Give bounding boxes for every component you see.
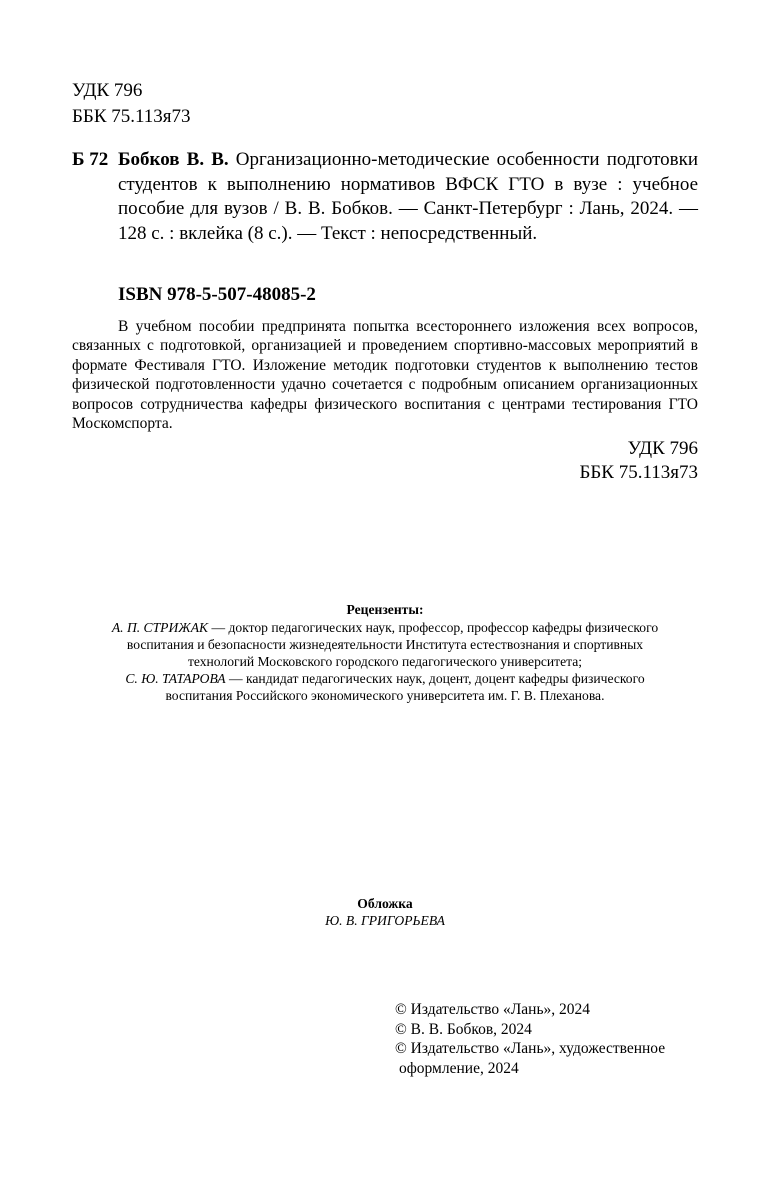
copyright-block [395, 1000, 665, 1079]
reviewer-name: А. П. СТРИЖАК [111, 620, 209, 635]
reviewer-credentials: — кандидат педагогических наук, доцент, доцент кафедры физического [225, 671, 645, 686]
catalog-entry [72, 148, 698, 246]
reviewer-credentials: технологий Московского городского педагогического университета; [187, 654, 583, 669]
reviewer-item [72, 619, 698, 670]
reviewer-name: С. Ю. ТАТАРОВА [125, 671, 226, 686]
reviewers-section [72, 601, 698, 704]
bbk-code: ББК 75.113я73 [579, 462, 698, 483]
cover-credit [72, 895, 698, 929]
copyright-line: © Издательство «Лань», 2024 [395, 1001, 591, 1018]
bibliographic-description [118, 148, 698, 246]
reviewer-credentials: воспитания Российского экономического университета им. Г. В. Плеханова. [165, 688, 605, 703]
cover-designer: Ю. В. ГРИГОРЬЕВА [325, 913, 445, 928]
classification-codes-top [72, 78, 191, 130]
description-text: Организационно-методические особенности подготовки студентов к выполнению нормативов ВФСК ГТО в вузе : учебное пособие для вузов / В. В. Бобков. — Санкт-Петербург : Лань, 2024. — 128 с. : вклейка (8 с.). — Текст : непосредственный. [118, 149, 698, 244]
udk-code: УДК 796 [72, 80, 143, 101]
annotation: В учебном пособии предпринята попытка всестороннего изложения всех вопросов, связанных с подготовкой, организацией и проведением спортивно-массовых мероприятий в формате Фестиваля ГТО. Изложение методик подготовки студентов к выполнению тестов физической подготовленности удачно сочетается с подробным описанием организационных вопросов сотрудничества кафедры физического воспитания с центрами тестирования ГТО Москомспорта. [72, 318, 698, 433]
reviewers-heading: Рецензенты: [346, 602, 424, 617]
reviewer-credentials: воспитания и безопасности жизнедеятельности Института естествознания и спортивных [126, 637, 644, 652]
reviewer-credentials: — доктор педагогических наук, профессор, профессор кафедры физического [208, 620, 659, 635]
cover-heading: Обложка [357, 896, 413, 911]
copyright-line: © Издательство «Лань», художественное [395, 1040, 666, 1058]
classification-codes-bottom [579, 437, 698, 485]
reviewer-item [72, 670, 698, 704]
copyright-line: оформление, 2024 [399, 1060, 519, 1078]
copyright-line: © В. В. Бобков, 2024 [395, 1020, 532, 1038]
isbn: ISBN 978-5-507-48085-2 [118, 284, 316, 305]
udk-code: УДК 796 [627, 438, 698, 459]
author-sign: Б 72 [72, 149, 109, 170]
author-name: Бобков В. В. [118, 149, 229, 170]
bbk-code: ББК 75.113я73 [72, 106, 191, 127]
